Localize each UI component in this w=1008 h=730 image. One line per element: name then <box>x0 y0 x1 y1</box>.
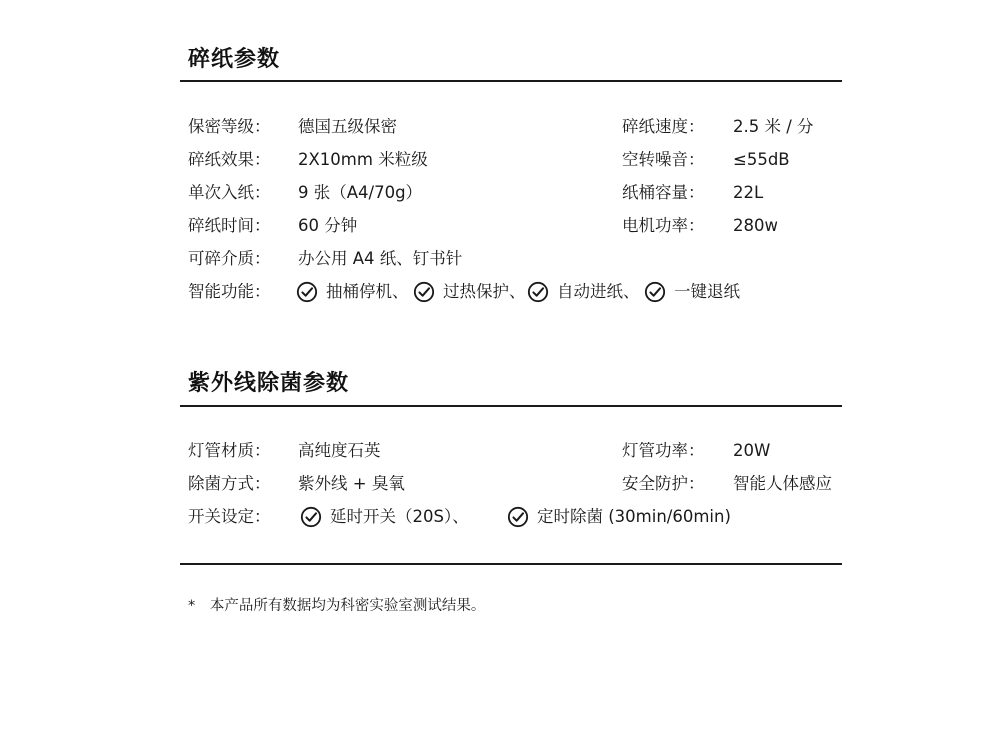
spec-label: 电机功率： <box>622 216 705 235</box>
feature-label: 延时开关（20S）、 <box>330 507 469 526</box>
feature-label: 定时除菌 (30min/60min) <box>537 507 731 526</box>
feature-item <box>644 281 740 303</box>
check-circle-icon <box>527 281 549 303</box>
feature-item <box>300 506 469 528</box>
spec-label: 可碎介质： <box>188 249 271 268</box>
spec-label: 空转噪音： <box>622 150 705 169</box>
spec-value: 2X10mm 米粒级 <box>298 150 428 169</box>
spec-label: 灯管材质： <box>188 441 271 460</box>
spec-value: ≤55dB <box>733 150 790 169</box>
spec-value: 紫外线 + 臭氧 <box>298 474 405 493</box>
spec-label: 安全防护： <box>622 474 705 493</box>
spec-value: 德国五级保密 <box>298 117 397 136</box>
feature-label: 一键退纸 <box>674 282 740 301</box>
check-circle-icon <box>644 281 666 303</box>
feature-item <box>527 281 640 303</box>
feature-item <box>296 281 409 303</box>
spec-value: 9 张（A4/70g） <box>298 183 423 202</box>
footnote <box>188 594 485 615</box>
spec-label: 灯管功率： <box>622 441 705 460</box>
spec-value: 办公用 A4 纸、钉书针 <box>298 249 463 268</box>
spec-value: 280w <box>733 216 778 235</box>
bottom-divider <box>180 563 842 565</box>
spec-value: 20W <box>733 441 771 460</box>
check-circle-icon <box>300 506 322 528</box>
spec-label: 碎纸时间： <box>188 216 271 235</box>
shredder-divider <box>180 80 842 82</box>
spec-value: 22L <box>733 183 764 202</box>
spec-label: 碎纸速度： <box>622 117 705 136</box>
uv-section-title: 紫外线除菌参数 <box>188 371 350 396</box>
spec-label: 开关设定： <box>188 507 271 526</box>
check-circle-icon <box>296 281 318 303</box>
check-circle-icon <box>507 506 529 528</box>
feature-label: 过热保护、 <box>443 282 526 301</box>
feature-item <box>413 281 526 303</box>
spec-value: 智能人体感应 <box>733 474 832 493</box>
shredder-section-title: 碎纸参数 <box>188 47 281 72</box>
spec-label: 碎纸效果： <box>188 150 271 169</box>
footnote-asterisk: * <box>188 598 196 614</box>
spec-label: 保密等级： <box>188 117 271 136</box>
spec-label: 纸桶容量： <box>622 183 705 202</box>
spec-value: 60 分钟 <box>298 216 358 235</box>
spec-value: 高纯度石英 <box>298 441 381 460</box>
feature-item <box>507 506 731 528</box>
feature-label: 抽桶停机、 <box>326 282 409 301</box>
uv-divider <box>180 405 842 407</box>
spec-value: 2.5 米 / 分 <box>733 117 814 136</box>
footnote-text: 本产品所有数据均为科密实验室测试结果。 <box>209 598 486 614</box>
spec-label: 智能功能： <box>188 282 271 301</box>
feature-label: 自动进纸、 <box>557 282 640 301</box>
check-circle-icon <box>413 281 435 303</box>
spec-label: 单次入纸： <box>188 183 271 202</box>
spec-label: 除菌方式： <box>188 474 271 493</box>
